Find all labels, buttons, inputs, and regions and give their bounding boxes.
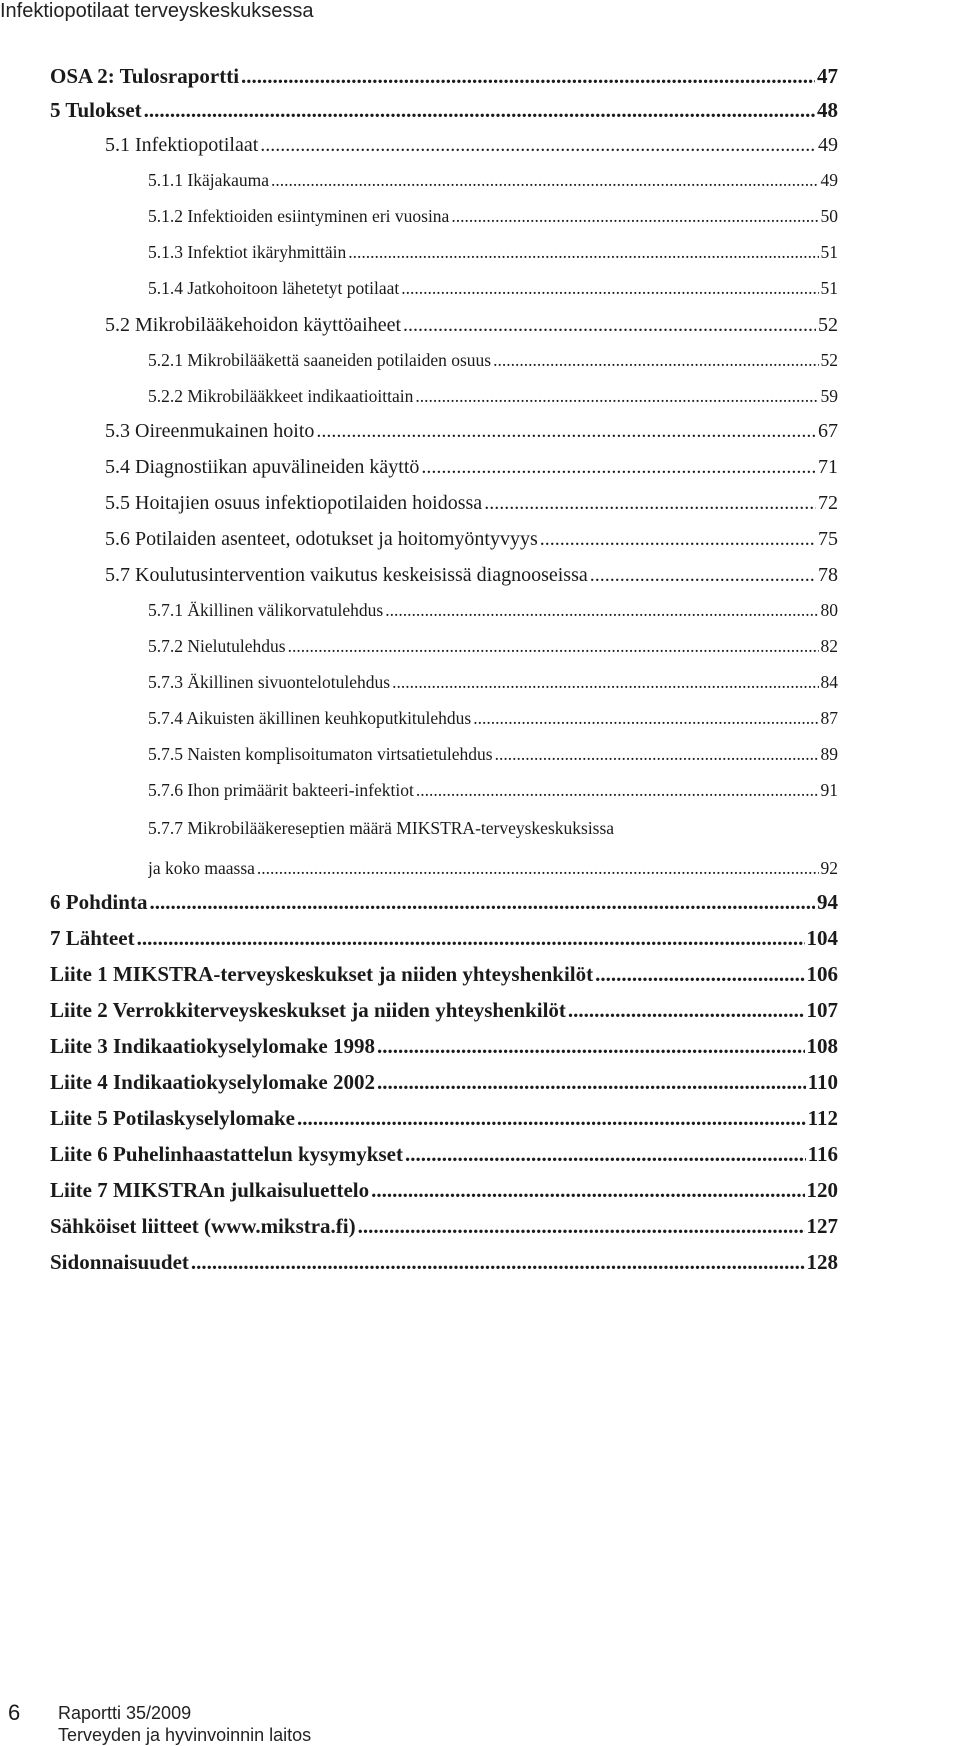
dot-leader bbox=[495, 744, 819, 765]
toc-entry-page: 52 bbox=[818, 314, 838, 336]
toc-entry[interactable] bbox=[50, 1250, 838, 1275]
toc-entry-page: 127 bbox=[806, 1214, 838, 1238]
dot-leader bbox=[191, 1250, 805, 1275]
toc-entry[interactable] bbox=[148, 780, 838, 801]
toc-entry[interactable] bbox=[50, 1142, 838, 1167]
dot-leader bbox=[288, 636, 819, 657]
toc-entry-title: 5.7 Koulutusintervention vaikutus keskeisissä diagnooseissa bbox=[105, 564, 588, 586]
toc-entry-title: ja koko maassa bbox=[148, 858, 255, 878]
dot-leader bbox=[473, 708, 818, 729]
dot-leader bbox=[403, 314, 816, 337]
toc-entry-title: 5.7.3 Äkillinen sivuontelotulehdus bbox=[148, 672, 391, 692]
toc-entry-title: 5 Tulokset bbox=[50, 98, 142, 122]
toc-entry[interactable] bbox=[148, 242, 838, 263]
toc-entry-title: Sähköiset liitteet (www.mikstra.fi) bbox=[50, 1214, 356, 1238]
toc-entry[interactable] bbox=[50, 1106, 838, 1131]
toc-entry[interactable] bbox=[50, 1178, 838, 1203]
toc-entry-page: 104 bbox=[806, 926, 838, 950]
toc-entry-title: Liite 3 Indikaatiokyselylomake 1998 bbox=[50, 1034, 375, 1058]
toc-entry-page: 49 bbox=[820, 170, 838, 190]
toc-entry-page: 75 bbox=[818, 528, 838, 550]
dot-leader bbox=[377, 1034, 805, 1059]
toc-entry-page: 47 bbox=[817, 64, 838, 88]
toc-entry-page: 108 bbox=[806, 1034, 838, 1058]
toc-entry-page: 112 bbox=[807, 1106, 838, 1130]
dot-leader bbox=[493, 350, 818, 371]
dot-leader bbox=[348, 242, 818, 263]
toc-entry[interactable] bbox=[148, 386, 838, 407]
dot-leader bbox=[595, 962, 804, 987]
page-footer bbox=[58, 1702, 311, 1746]
toc-entry[interactable] bbox=[148, 744, 838, 765]
toc-entry-title: Sidonnaisuudet bbox=[50, 1250, 189, 1274]
toc-entry-title: 5.5 Hoitajien osuus infektiopotilaiden hoidossa bbox=[105, 492, 483, 514]
toc-entry[interactable] bbox=[148, 206, 838, 227]
dot-leader bbox=[144, 98, 815, 123]
toc-entry-page: 59 bbox=[820, 386, 838, 406]
toc-entry-page: 50 bbox=[820, 206, 838, 226]
publisher-name: Terveyden ja hyvinvoinnin laitos bbox=[58, 1725, 312, 1745]
toc-entry-title: Liite 4 Indikaatiokyselylomake 2002 bbox=[50, 1070, 375, 1094]
toc-entry-page: 51 bbox=[820, 278, 838, 298]
toc-entry-page: 71 bbox=[818, 456, 838, 478]
toc-entry-title: 5.7.7 Mikrobilääkereseptien määrä MIKSTRA-terveyskeskuksissa bbox=[148, 818, 615, 838]
toc-entry[interactable] bbox=[50, 962, 838, 987]
toc-entry-page: 52 bbox=[820, 350, 838, 370]
toc-entry-title: 5.2 Mikrobilääkehoidon käyttöaiheet bbox=[105, 314, 402, 336]
dot-leader bbox=[540, 528, 816, 551]
dot-leader bbox=[297, 1106, 806, 1131]
dot-leader bbox=[484, 492, 816, 515]
toc-entry-page: 91 bbox=[820, 780, 838, 800]
toc-entry-title: 5.7.4 Aikuisten äkillinen keuhkoputkitulehdus bbox=[148, 708, 472, 728]
dot-leader bbox=[377, 1070, 806, 1095]
dot-leader bbox=[257, 858, 819, 879]
toc-entry[interactable] bbox=[50, 64, 838, 89]
toc-entry-title: 5.7.1 Äkillinen välikorvatulehdus bbox=[148, 600, 384, 620]
toc-entry-page: 120 bbox=[806, 1178, 838, 1202]
toc-entry[interactable] bbox=[105, 528, 838, 551]
toc-entry-page: 94 bbox=[817, 890, 838, 914]
toc-entry-title: Liite 5 Potilaskyselylomake bbox=[50, 1106, 295, 1130]
toc-entry[interactable] bbox=[105, 564, 838, 587]
toc-entry[interactable] bbox=[148, 350, 838, 371]
toc-entry-page: 78 bbox=[818, 564, 838, 586]
toc-entry-title: 5.2.1 Mikrobilääkettä saaneiden potilaiden osuus bbox=[148, 350, 492, 370]
toc-entry-page: 92 bbox=[820, 858, 838, 878]
toc-entry-title: Liite 7 MIKSTRAn julkaisuluettelo bbox=[50, 1178, 370, 1202]
toc-entry-page: 82 bbox=[820, 636, 838, 656]
report-number: Raportti 35/2009 bbox=[58, 1703, 192, 1723]
toc-entry[interactable] bbox=[148, 818, 838, 839]
dot-leader bbox=[316, 420, 816, 443]
toc-entry-page: 80 bbox=[820, 600, 838, 620]
toc-entry[interactable] bbox=[148, 708, 838, 729]
toc-entry[interactable] bbox=[148, 858, 838, 879]
toc-entry-page: 51 bbox=[820, 242, 838, 262]
toc-entry[interactable] bbox=[50, 98, 838, 123]
toc-entry[interactable] bbox=[148, 278, 838, 299]
toc-entry[interactable] bbox=[148, 672, 838, 693]
toc-entry-title: OSA 2: Tulosraportti bbox=[50, 64, 240, 88]
dot-leader bbox=[451, 206, 818, 227]
dot-leader bbox=[401, 278, 818, 299]
toc-entry-title: Liite 1 MIKSTRA-terveyskeskukset ja niiden yhteyshenkilöt bbox=[50, 962, 594, 986]
dot-leader bbox=[358, 1214, 805, 1239]
dot-leader bbox=[137, 926, 805, 951]
toc-entry-title: 7 Lähteet bbox=[50, 926, 135, 950]
dot-leader bbox=[241, 64, 815, 89]
dot-leader bbox=[371, 1178, 804, 1203]
toc-entry-title: 5.4 Diagnostiikan apuvälineiden käyttö bbox=[105, 456, 420, 478]
toc-entry-title: 5.7.2 Nielutulehdus bbox=[148, 636, 286, 656]
toc-entry[interactable] bbox=[50, 1034, 838, 1059]
dot-leader bbox=[421, 456, 816, 479]
toc-entry[interactable] bbox=[50, 890, 838, 915]
dot-leader bbox=[405, 1142, 806, 1167]
toc-entry-page: 128 bbox=[806, 1250, 838, 1274]
toc-entry-title: 5.7.5 Naisten komplisoitumaton virtsatietulehdus bbox=[148, 744, 493, 764]
toc-entry-page: 116 bbox=[807, 1142, 838, 1166]
toc-entry[interactable] bbox=[50, 998, 838, 1023]
toc-entry[interactable] bbox=[148, 170, 838, 191]
toc-entry-page: 87 bbox=[820, 708, 838, 728]
toc-entry-title: 5.7.6 Ihon primäärit bakteeri-infektiot bbox=[148, 780, 414, 800]
dot-leader bbox=[392, 672, 818, 693]
toc-entry-page: 84 bbox=[820, 672, 838, 692]
toc-entry-page: 89 bbox=[820, 744, 838, 764]
dot-leader bbox=[260, 134, 816, 157]
toc-entry-title: 5.1 Infektiopotilaat bbox=[105, 134, 259, 156]
toc-entry-title: 5.3 Oireenmukainen hoito bbox=[105, 420, 315, 442]
running-header: Infektiopotilaat terveyskeskuksessa bbox=[0, 0, 314, 22]
toc-entry-page: 48 bbox=[817, 98, 838, 122]
toc-entry[interactable] bbox=[50, 1070, 838, 1095]
toc-entry[interactable] bbox=[105, 314, 838, 337]
toc-entry[interactable] bbox=[50, 926, 838, 951]
toc-entry-title: 5.1.1 Ikäjakauma bbox=[148, 170, 269, 190]
toc-entry-page: 106 bbox=[806, 962, 838, 986]
toc-entry-title: Liite 6 Puhelinhaastattelun kysymykset bbox=[50, 1142, 403, 1166]
dot-leader bbox=[149, 890, 815, 915]
toc-entry-page: 107 bbox=[806, 998, 838, 1022]
dot-leader bbox=[415, 386, 818, 407]
toc-entry-title: 6 Pohdinta bbox=[50, 890, 148, 914]
toc-entry[interactable] bbox=[148, 636, 838, 657]
dot-leader bbox=[385, 600, 818, 621]
toc-entry[interactable] bbox=[105, 420, 838, 443]
toc-entry[interactable] bbox=[105, 456, 838, 479]
toc-entry-title: 5.1.4 Jatkohoitoon lähetetyt potilaat bbox=[148, 278, 400, 298]
toc-entry-page: 72 bbox=[818, 492, 838, 514]
toc-entry-title: 5.6 Potilaiden asenteet, odotukset ja hoitomyöntyvyys bbox=[105, 528, 538, 550]
toc-entry-page: 67 bbox=[818, 420, 838, 442]
toc-entry[interactable] bbox=[105, 134, 838, 157]
dot-leader bbox=[416, 780, 819, 801]
toc-entry-title: 5.1.3 Infektiot ikäryhmittäin bbox=[148, 242, 347, 262]
toc-entry-title: 5.1.2 Infektioiden esiintyminen eri vuosina bbox=[148, 206, 450, 226]
toc-entry-page: 49 bbox=[818, 134, 838, 156]
dot-leader bbox=[271, 170, 819, 191]
toc-entry[interactable] bbox=[105, 492, 838, 515]
page-number: 6 bbox=[8, 1700, 21, 1725]
toc-entry[interactable] bbox=[148, 600, 838, 621]
toc-entry-title: Liite 2 Verrokkiterveyskeskukset ja niiden yhteyshenkilöt bbox=[50, 998, 566, 1022]
toc-entry[interactable] bbox=[50, 1214, 838, 1239]
toc-entry-title: 5.2.2 Mikrobilääkkeet indikaatioittain bbox=[148, 386, 414, 406]
dot-leader bbox=[590, 564, 816, 587]
toc-entry-page: 110 bbox=[807, 1070, 838, 1094]
dot-leader bbox=[568, 998, 805, 1023]
